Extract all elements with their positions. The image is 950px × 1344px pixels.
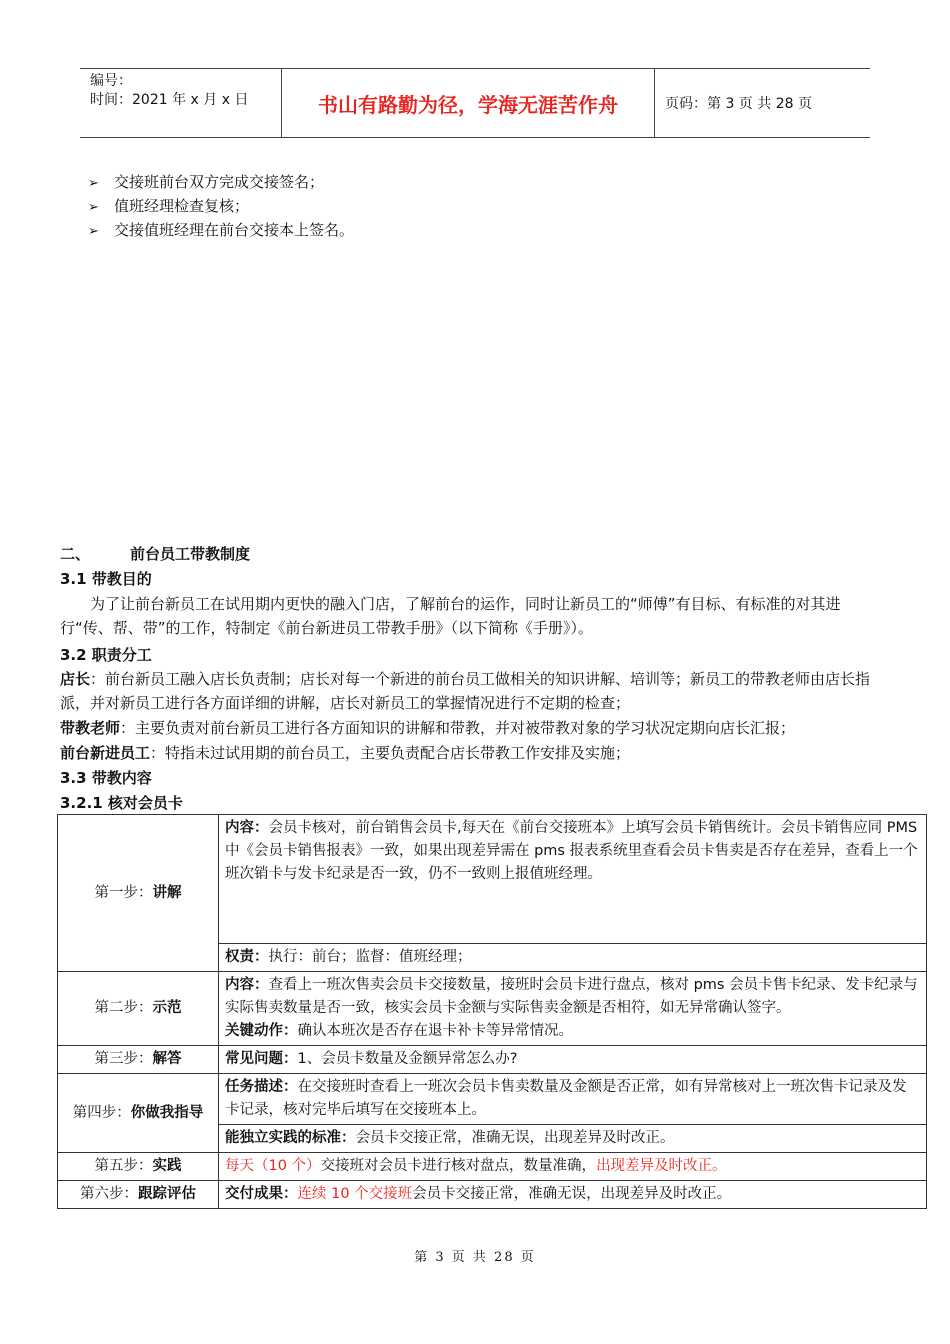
bullet-text: 值班经理检查复核； bbox=[114, 197, 250, 215]
page-footer: 第 3 页 共 28 页 bbox=[414, 1250, 536, 1265]
step-content: 内容：会员卡核对，前台销售会员卡,每天在《前台交接班本》上填写会员卡销售统计。会员卡销售应同 PMS 中《会员卡销售报表》一致，如果出现差异需在 pms 报表系统里查看会员卡售卖是否存在差异，查看上一个班次销卡与发卡纪录是否一致，仍不一致则上报值班经理。 bbox=[219, 815, 927, 944]
table-row bbox=[58, 815, 927, 944]
step-content: 每天（10 个）交接班对会员卡进行核对盘点，数量准确，出现差异及时改正。 bbox=[219, 1153, 927, 1181]
step-label: 第二步：示范 bbox=[58, 972, 219, 1046]
table-row bbox=[58, 1153, 927, 1181]
step-content: 常见问题：1、会员卡数量及金额异常怎么办? bbox=[219, 1046, 927, 1074]
step-responsibility: 权责：执行：前台；监督：值班经理； bbox=[219, 944, 927, 972]
bullet-text: 交接班前台双方完成交接签名； bbox=[114, 173, 325, 191]
step-content: 交付成果：连续 10 个交接班会员卡交接正常，准确无误，出现差异及时改正。 bbox=[219, 1181, 927, 1209]
subsection-3-3-title: 3.3 带教内容 bbox=[60, 769, 152, 787]
table-row bbox=[58, 972, 927, 1046]
step-content: 内容：查看上一班次售卖会员卡交接数量，接班时会员卡进行盘点，核对 pms 会员卡售卡纪录、发卡纪录与实际售卖数量是否一致，核实会员卡金额与实际售卖金额是否相符，如无异常确认签字。 关键动作：确认本班次是否存在退卡补卡等异常情况。 bbox=[219, 972, 927, 1046]
step-label: 第四步：你做我指导 bbox=[58, 1074, 219, 1153]
header-motto: 书山有路勤为径，学海无涯苦作舟 bbox=[282, 69, 655, 137]
section-title: 前台员工带教制度 bbox=[130, 545, 251, 563]
bullet-item bbox=[88, 218, 354, 242]
role-text: ：特指未过试用期的前台员工，主要负责配合店长带教工作安排及实施； bbox=[150, 744, 631, 762]
arrow-bullet-icon: ➢ bbox=[88, 200, 99, 215]
page-header bbox=[80, 68, 870, 138]
header-date-label: 时间：2021 年 x 月 x 日 bbox=[90, 92, 249, 108]
role-text: ：前台新员工融入店长负责制；店长对每一个新进的前台员工做相关的知识讲解、培训等；新员工的带教老师由店长指派，并对新员工进行各方面详细的讲解，店长对新员工的掌握情况进行不定期的检查； bbox=[60, 670, 871, 712]
header-number-label: 编号： bbox=[90, 73, 132, 89]
arrow-bullet-icon: ➢ bbox=[88, 224, 99, 239]
step-label: 第一步：讲解 bbox=[58, 815, 219, 972]
subsection-3-2-1-title: 3.2.1 核对会员卡 bbox=[60, 794, 183, 812]
bullet-text: 交接值班经理在前台交接本上签名。 bbox=[114, 221, 355, 239]
subsection-3-1-text: 为了让前台新员工在试用期内更快的融入门店，了解前台的运作，同时让新员工的“师傅”有目标、有标准的对其进行“传、帮、带”的工作，特制定《前台新进员工带教手册》（以下简称《手册》）。 bbox=[60, 595, 841, 637]
header-page-label: 页码：第 3 页 共 28 页 bbox=[665, 96, 812, 112]
table-row bbox=[58, 1046, 927, 1074]
subsection-3-2-title: 3.2 职责分工 bbox=[60, 646, 152, 664]
role-new-staff bbox=[60, 741, 890, 765]
section-number: 二、 bbox=[60, 545, 91, 563]
role-manager bbox=[60, 667, 890, 715]
step-label: 第五步：实践 bbox=[58, 1153, 219, 1181]
role-text: ：主要负责对前台新员工进行各方面知识的讲解和带教，并对被带教对象的学习状况定期向店长汇报； bbox=[120, 719, 796, 737]
role-name: 前台新进员工 bbox=[60, 744, 151, 762]
role-name: 带教老师 bbox=[60, 719, 121, 737]
bullet-list bbox=[88, 170, 354, 242]
steps-table bbox=[57, 814, 927, 1209]
step-content: 任务描述：在交接班时查看上一班次会员卡售卖数量及金额是否正常，如有异常核对上一班次售卡记录及发卡记录，核对完毕后填写在交接班本上。 bbox=[219, 1074, 927, 1125]
subsection-3-1-title: 3.1 带教目的 bbox=[60, 570, 152, 588]
header-meta bbox=[80, 69, 282, 137]
step-label: 第三步：解答 bbox=[58, 1046, 219, 1074]
step-standard: 能独立实践的标准：会员卡交接正常，准确无误，出现差异及时改正。 bbox=[219, 1125, 927, 1153]
role-mentor bbox=[60, 716, 890, 740]
table-row bbox=[58, 1181, 927, 1209]
role-name: 店长 bbox=[60, 670, 91, 688]
table-row bbox=[58, 1074, 927, 1125]
bullet-item bbox=[88, 194, 354, 218]
step-label: 第六步：跟踪评估 bbox=[58, 1181, 219, 1209]
section-heading bbox=[60, 543, 250, 564]
bullet-item bbox=[88, 170, 354, 194]
arrow-bullet-icon: ➢ bbox=[88, 176, 99, 191]
